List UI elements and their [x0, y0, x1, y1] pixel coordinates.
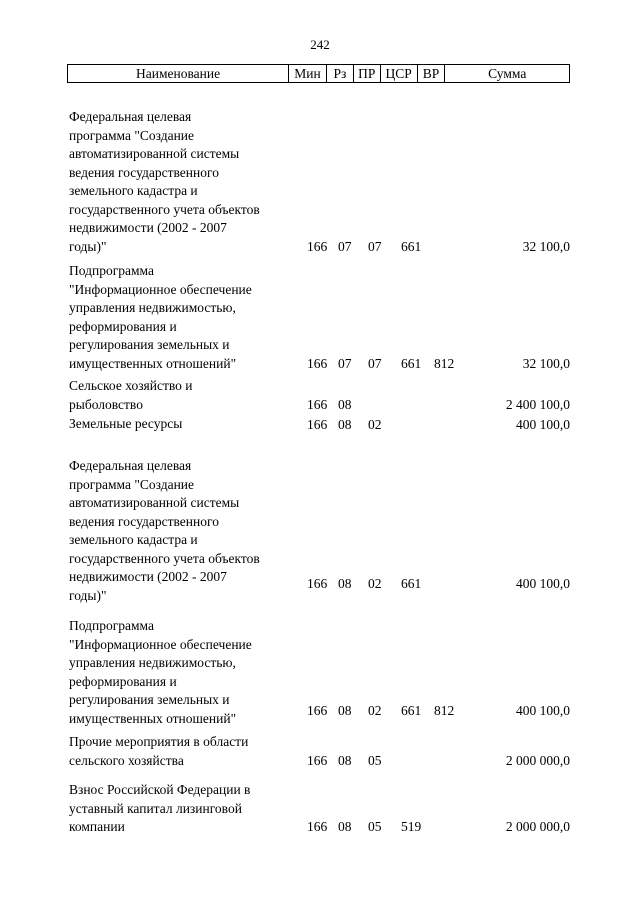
row-sum: 400 100,0: [516, 575, 570, 591]
row-min: 166: [307, 238, 328, 254]
row-sum: 32 100,0: [522, 355, 570, 371]
header-name: Наименование: [68, 65, 289, 82]
row-min: 166: [307, 752, 328, 768]
table-row: [0, 415, 640, 434]
row-csr: 661: [401, 355, 422, 371]
table-row: [0, 617, 640, 726]
row-min: 166: [307, 575, 328, 591]
row-rz: 08: [338, 702, 352, 718]
header-min: Мин: [289, 65, 327, 82]
row-csr: 519: [401, 818, 422, 834]
row-rz: 08: [338, 416, 352, 432]
row-csr: 661: [401, 238, 422, 254]
row-vr: 812: [434, 702, 455, 718]
table-row: [0, 377, 640, 414]
row-pr: 02: [368, 575, 382, 591]
row-min: 166: [307, 396, 328, 412]
row-name: Взнос Российской Федерации в уставный капитал лизинговой компании: [69, 782, 251, 834]
row-sum: 2 000 000,0: [505, 752, 570, 768]
header-vr: ВР: [418, 65, 446, 82]
row-name: Подпрограмма "Информационное обеспечение управления недвижимостью, реформирования и регулирования земельных и имущественных отношений": [69, 618, 252, 726]
row-pr: 02: [368, 416, 382, 432]
row-pr: 07: [368, 355, 382, 371]
row-csr: 661: [401, 702, 422, 718]
row-pr: 05: [368, 752, 382, 768]
row-vr: 812: [434, 355, 455, 371]
header-csr: ЦСР: [381, 65, 418, 82]
row-name: Подпрограмма "Информационное обеспечение управления недвижимостью, реформирования и регулирования земельных и имущественных отношений": [69, 263, 252, 371]
header-sum: Сумма: [488, 65, 527, 81]
row-name: Сельское хозяйство и рыболовство: [69, 378, 193, 412]
row-rz: 07: [338, 238, 352, 254]
table-row: [0, 108, 640, 256]
row-rz: 08: [338, 396, 352, 412]
row-sum: 400 100,0: [516, 702, 570, 718]
table-header: [67, 64, 570, 83]
row-name: Земельные ресурсы: [69, 416, 183, 431]
header-rz: Рз: [327, 65, 354, 82]
row-rz: 08: [338, 818, 352, 834]
row-csr: 661: [401, 575, 422, 591]
row-sum: 32 100,0: [522, 238, 570, 254]
row-name: Прочие мероприятия в области сельского хозяйства: [69, 734, 249, 768]
page-number: 242: [310, 37, 330, 52]
header-pr: ПР: [354, 65, 381, 82]
row-name: Федеральная целевая программа "Создание автоматизированной системы ведения государственного земельного кадастра и государственного учета объектов недвижимости (2002 - 2007 годы)": [69, 109, 260, 254]
row-sum: 2 000 000,0: [505, 818, 570, 834]
row-sum: 400 100,0: [516, 416, 570, 432]
row-rz: 08: [338, 575, 352, 591]
table-row: [0, 262, 640, 373]
table-row: [0, 733, 640, 770]
row-sum: 2 400 100,0: [505, 396, 570, 412]
row-min: 166: [307, 702, 328, 718]
row-rz: 07: [338, 355, 352, 371]
row-name: Федеральная целевая программа "Создание автоматизированной системы ведения государственного земельного кадастра и государственного учета объектов недвижимости (2002 - 2007 годы)": [69, 458, 260, 603]
table-row: [0, 457, 640, 603]
row-min: 166: [307, 416, 328, 432]
table-row: [0, 781, 640, 836]
row-min: 166: [307, 818, 328, 834]
row-rz: 08: [338, 752, 352, 768]
row-min: 166: [307, 355, 328, 371]
row-pr: 02: [368, 702, 382, 718]
row-pr: 07: [368, 238, 382, 254]
row-pr: 05: [368, 818, 382, 834]
